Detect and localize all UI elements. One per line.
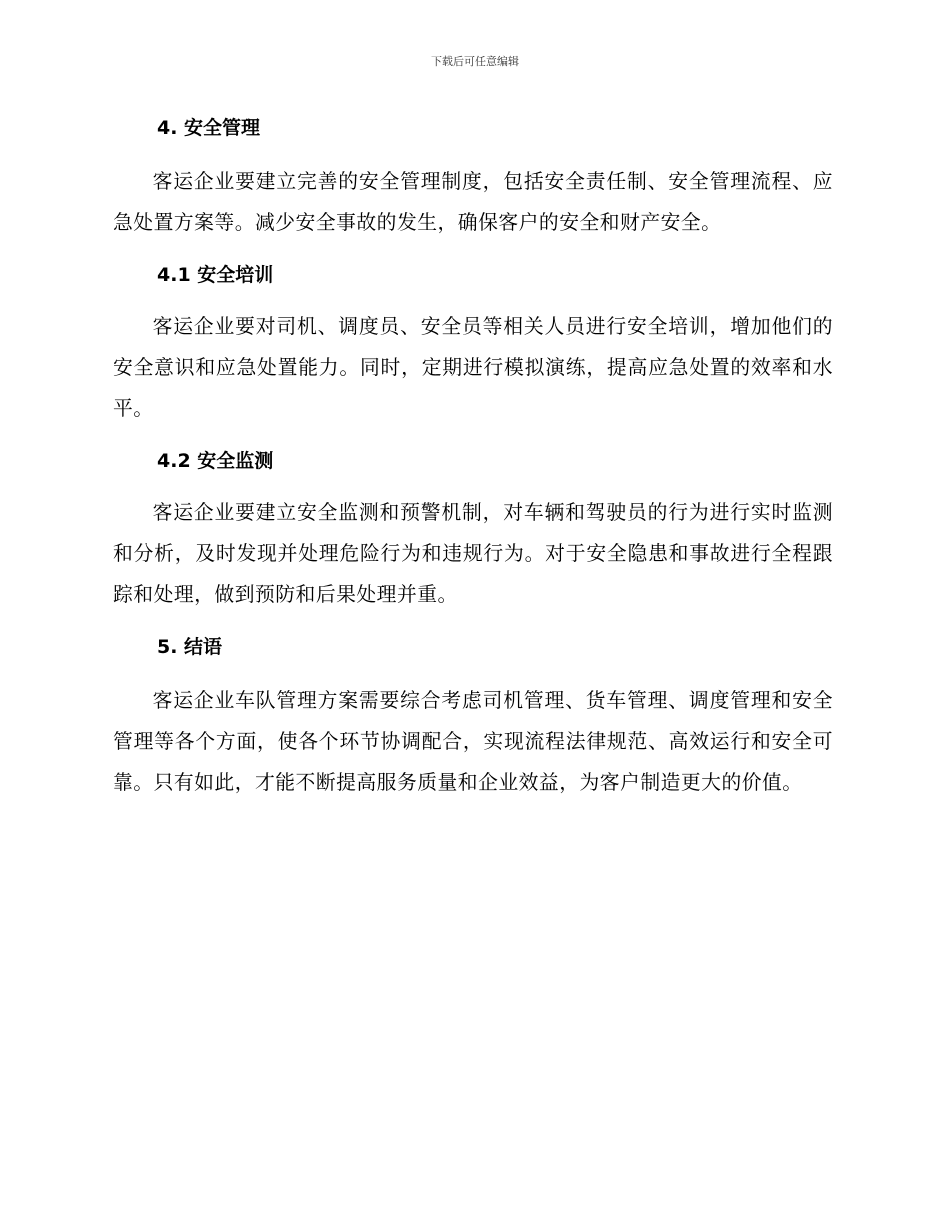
section-heading-conclusion: 5. 结语 [157,636,223,658]
header-note: 下载后可任意编辑 [431,55,519,68]
section-heading-safety-monitoring: 4.2 安全监测 [157,450,274,472]
section-heading-safety-training: 4.1 安全培训 [157,264,274,286]
section-paragraph-safety-training: 客运企业要对司机、调度员、安全员等相关人员进行安全培训，增加他们的安全意识和应急处置能力。同时，定期进行模拟演练，提高应急处置的效率和水平。 [113,315,833,420]
section-paragraph-safety-monitoring: 客运企业要建立安全监测和预警机制，对车辆和驾驶员的行为进行实时监测和分析，及时发现并处理危险行为和违规行为。对于安全隐患和事故进行全程跟踪和处理，做到预防和后果处理并重。 [113,501,833,606]
section-heading-safety-management: 4. 安全管理 [157,117,261,139]
section-paragraph-safety-management: 客运企业要建立完善的安全管理制度，包括安全责任制、安全管理流程、应急处置方案等。减少安全事故的发生，确保客户的安全和财产安全。 [113,170,833,234]
section-paragraph-conclusion: 客运企业车队管理方案需要综合考虑司机管理、货车管理、调度管理和安全管理等各个方面，使各个环节协调配合，实现流程法律规范、高效运行和安全可靠。只有如此，才能不断提高服务质量和企业效益，为客户制造更大的价值。 [113,689,833,794]
document-body [113,108,833,815]
